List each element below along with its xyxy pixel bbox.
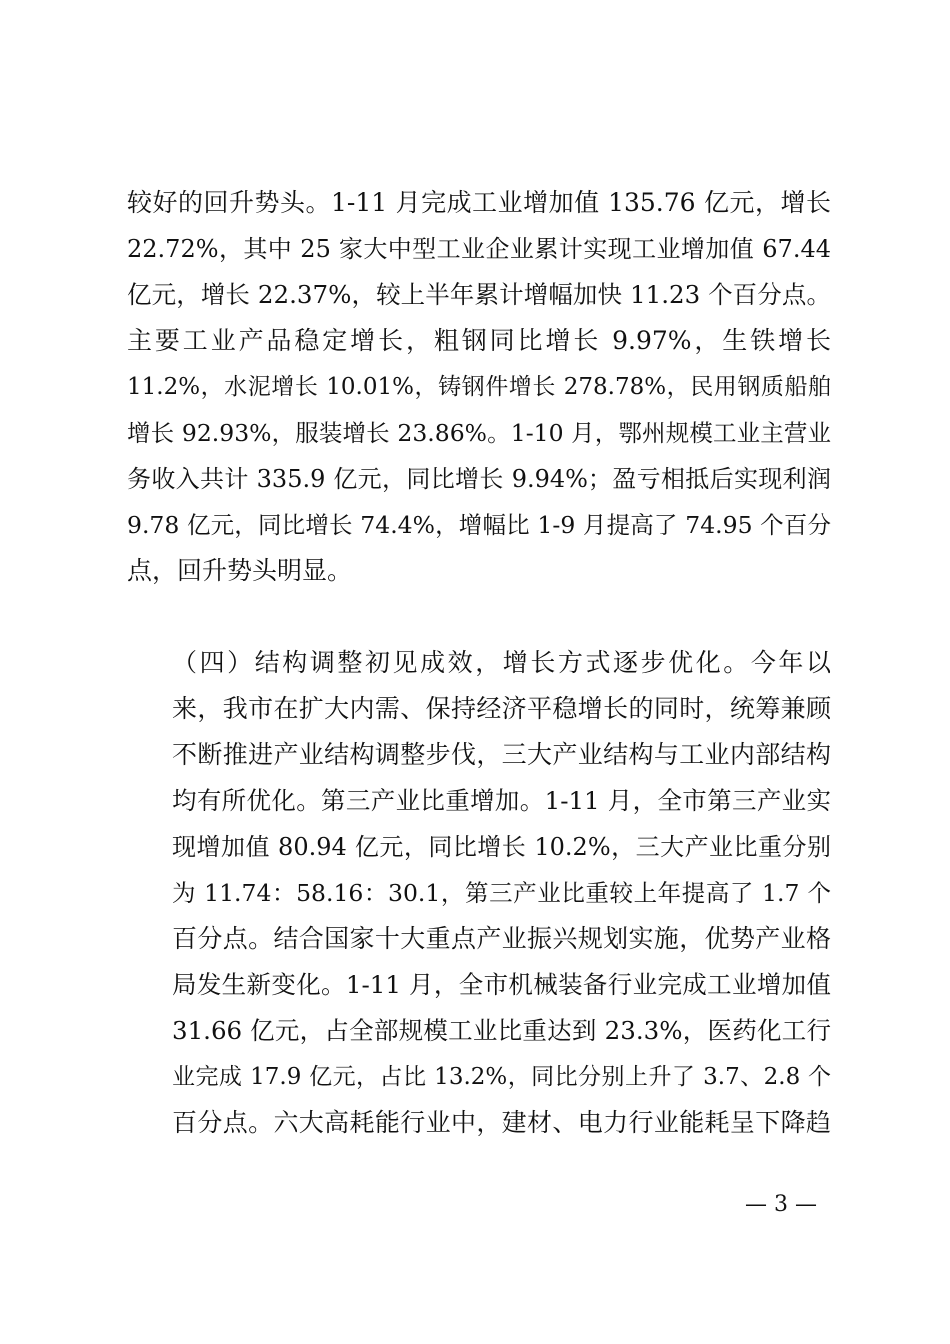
- text-line: 主要工业产品稳定增长，粗钢同比增长 9.97%，生铁增长: [127, 326, 831, 355]
- text-line: 来，我市在扩大内需、保持经济平稳增长的同时，统筹兼顾: [172, 694, 831, 723]
- text-line: 百分点。六大高耗能行业中，建材、电力行业能耗呈下降趋: [172, 1108, 831, 1137]
- text-line: 务收入共计 335.9 亿元，同比增长 9.94%；盈亏相抵后实现利润: [127, 465, 831, 493]
- text-line: 亿元，增长 22.37%，较上半年累计增幅加快 11.23 个百分点。: [127, 280, 831, 309]
- text-line: 局发生新变化。1-11 月，全市机械装备行业完成工业增加值: [172, 970, 831, 999]
- text-line: 不断推进产业结构调整步伐，三大产业结构与工业内部结构: [172, 740, 831, 769]
- text-line: 31.66 亿元，占全部规模工业比重达到 23.3%，医药化工行: [172, 1016, 831, 1045]
- page-number: — 3 —: [745, 1192, 817, 1217]
- text-line: 22.72%，其中 25 家大中型工业企业累计实现工业增加值 67.44: [127, 235, 831, 263]
- text-line: 9.78 亿元，同比增长 74.4%，增幅比 1-9 月提高了 74.95 个百分: [127, 511, 831, 539]
- text-line: 百分点。结合国家十大重点产业振兴规划实施，优势产业格: [172, 924, 831, 953]
- text-line: 现增加值 80.94 亿元，同比增长 10.2%，三大产业比重分别: [172, 833, 831, 861]
- text-line: 增长 92.93%，服装增长 23.86%。1-10 月，鄂州规模工业主营业: [127, 419, 831, 447]
- text-line: 较好的回升势头。1-11 月完成工业增加值 135.76 亿元，增长: [127, 188, 831, 217]
- text-line: （四）结构调整初见成效，增长方式逐步优化。今年以: [172, 648, 831, 677]
- text-line: 为 11.74：58.16：30.1，第三产业比重较上年提高了 1.7 个: [172, 879, 831, 907]
- paragraph-structural-adjustment: [172, 640, 831, 1146]
- text-line: 点，回升势头明显。: [127, 556, 353, 585]
- paragraph-industrial-growth: [127, 180, 831, 594]
- text-line: 业完成 17.9 亿元，占比 13.2%，同比分别上升了 3.7、2.8 个: [172, 1064, 831, 1090]
- text-line: 11.2%，水泥增长 10.01%，铸钢件增长 278.78%，民用钢质船舶: [127, 374, 831, 400]
- text-line: 均有所优化。第三产业比重增加。1-11 月，全市第三产业实: [172, 786, 831, 815]
